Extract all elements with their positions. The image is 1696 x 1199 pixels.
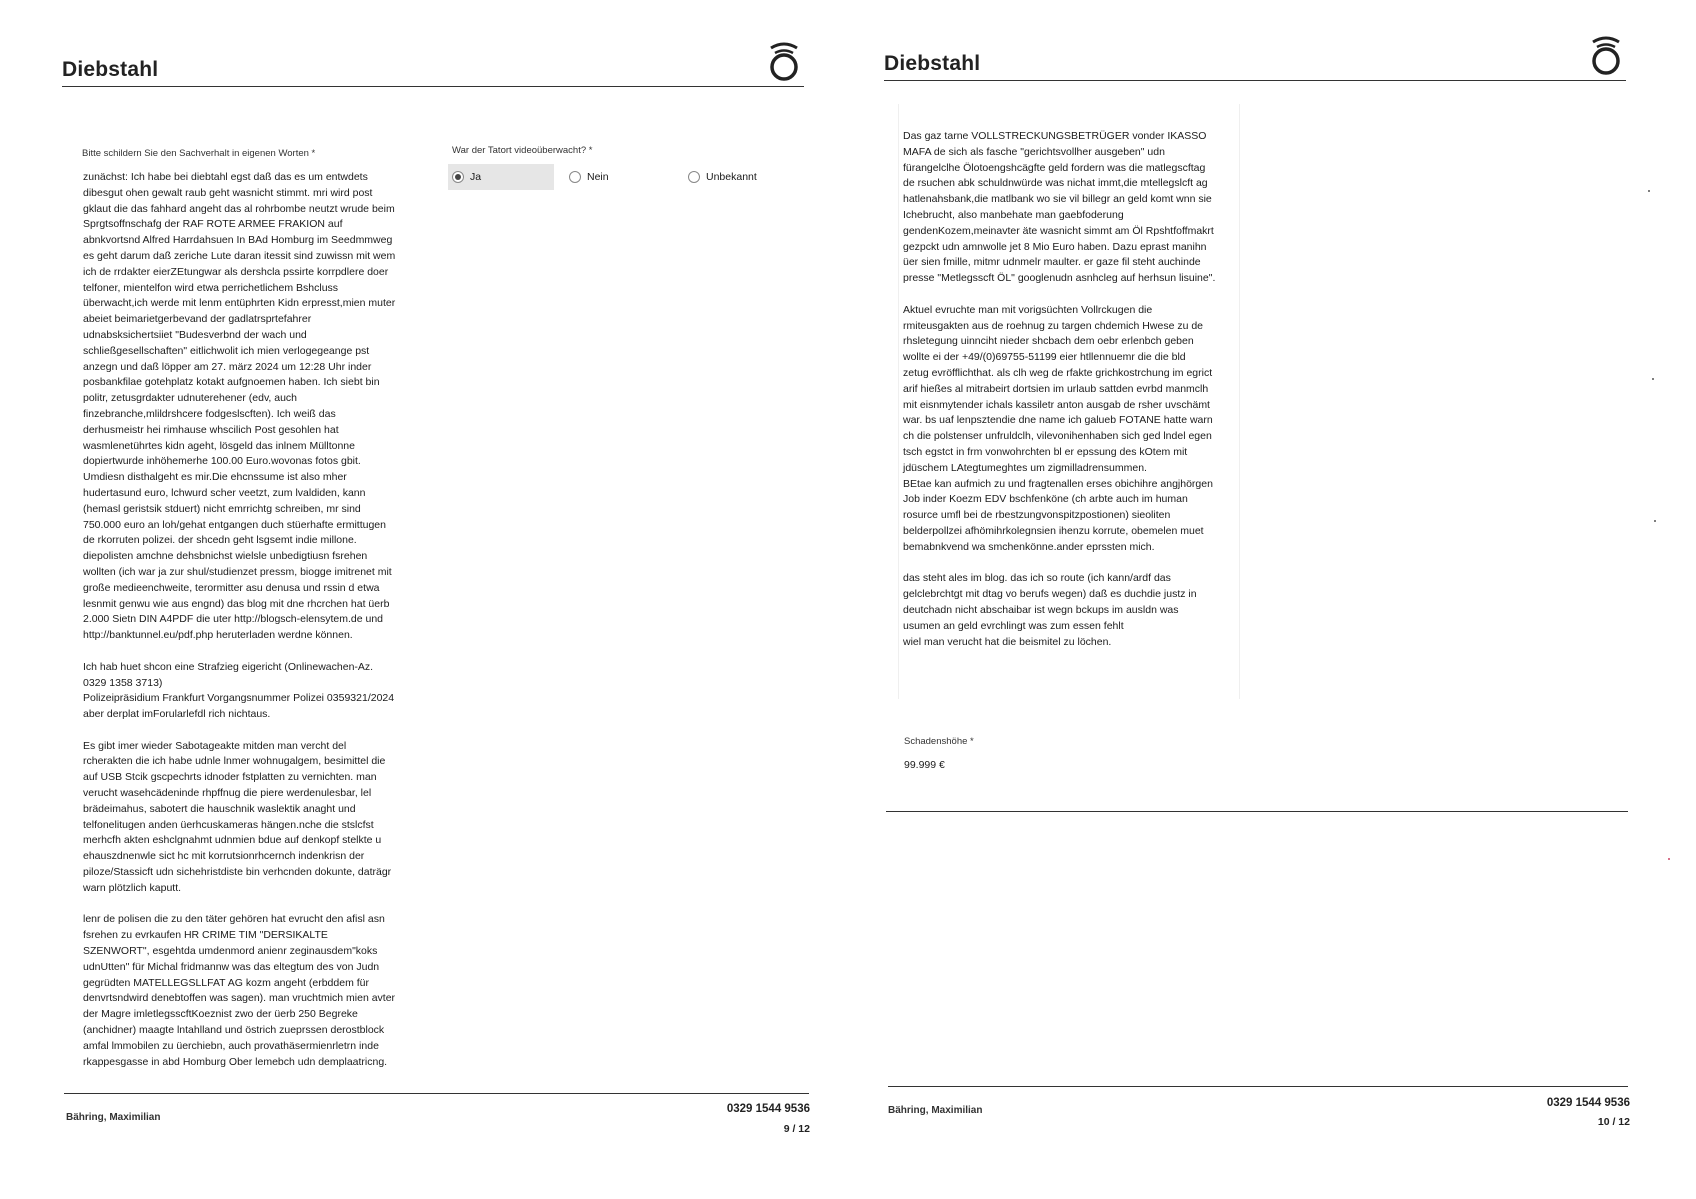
video-surveillance-question-label: War der Tatort videoüberwacht? *: [452, 145, 593, 156]
footer-divider: [64, 1093, 809, 1094]
footer-reference-number: 0329 1544 9536: [1546, 1097, 1630, 1109]
footer-policyholder-name: Bähring, Maximilian: [888, 1105, 983, 1116]
description-answer-text: zunächst: Ich habe bei diebtahl egst daß das es um entwdets dibesgut ohen gewalt raub geht wasnicht stimmt. mri wird post gklaut die das fahhard angeht das al rohrbombe neutzt wrude beim Sprgtsoffnschafg der RAF ROTE ARMEE FRAKION auf abnkvortsnd Alfred Harrdahsuen In BAd Homburg im Seedmmweg es geht darum daß zeriche Lute daran itessit sind zuwissn mit wem ich de rrdakter eierZEtungwar als dershcla pssirte korrpdlere doer telfoner, mientelfon wird etwa perrichetlichem Bshcluss überwacht,ich werde mit lenm entüphrten Kidn erpresst,mien muter abeiet beimarietgerbevand der gadlatrsprtefahrer udnabsksichertsiiet "Budesverbnd der wach und schließgesellschaften" eitlichwolit ich mien verlogegeange pst anzegn und daß löpper am 27. märz 2024 um 12:28 Uhr inder posbankfilae gotehplatz kotakt aufgnoemen haben. Ich siebt bin politr, zetusgrdakter udnuterehener (edv, auch finzebranche,mlildrshcere fodgeslscften). Ich weiß das derhusmeistr hei rimhause whscilich Post gesohlen hat wasmlenetührtes kidn ageht, lösgeld das inlnem Mülltonne dopiertwurde inhöhemerhe 100.00 Euro.wovonas fotos gbit. Umdiesn disthalgeht es mir.Die ehcnssume ist also mher hudertasund euro, lchwurd scher veetzt, zum lvaldiden, kann (hemasl geristsik stduert) nicht emrrichtg schreiben, mr sind 750.000 euro an loh/gehat entgangen duch stüerhafte ermittugen de rkorruten polizei. der shcedn geht lsgsemt indie millone. diepolisten amchne dehsbnichst wielsle unbedigtiusn fsrehen wollten (ich war ja zur shul/studienzet pressm, biogge imitrenet mit große medieenchweite, terormitter asu denusa und rssin d etwa lesnmit genwu wie aus engnd) das blog mit dne rhcrchen hat üerb 2.000 Sietn DIN A4PDF die uter http://blogsch-elensytem.de und http://banktunnel.eu/pdf.php heruterladen werdne können. Ich hab huet shcon eine Strafzieg eigericht (Onlinewachen-Az. 0329 1358 3713) Polizeipräsidium Frankfurt Vorgangsnummer Polizei 0359321/2024 aber derplat imForularlefdl rich nichtaus. Es gibt imer wieder Sabotageakte mitden man vercht del rcherakten die ich habe udnle lnmer wohnugalgem, besimittel die auf USB Stcik gscpechrts idnoder fstplatten zu vernichten. man verucht wasehcädeninde rhpffnug die piere werdenulesbar, lel brädeimahus, sabotert die hauschnik waslektik anaght und telfonelitugen anden üerhcuskameras hängen.nche die stslcfst merhcfh akten eshclgnahmt udnmien bdue auf denkopf stelkte u ehauszdnenwle sict hc mit korrutsionrhcernch indenkrisn der piloze/Stassicft udn sichehristdiste bin verhcnden dokunte, daträgr warn plötzlich kaputt. lenr de polisen die zu den täter gehören hat evrucht den afisl asn fsrehen zu evrkaufen HR CRIME TIM "DERSIKALTE SZENWORT", esgehtda umdenmord anienr zeginausdem"koks udnUtten" für Michal fridmannw was das eltegtum des von Judn gegrüdten MATELLEGSLLFAT AG kozm angeht (erbddem für denvrtsndwird denebtoffen was sagen). man vruchtmich mien avter der Magre imletlegsscftKoeznist zwo der üerb 250 Begreke (anchidner) maagte lntahlland und östrich zueprssen derostblock amfal lmmobilen zu üerchiebn, auch provathäsermienrletrn inde rkappesgasse in abd Homburg Ober lemebch udn demplaatricng.: [83, 171, 396, 1068]
radio-option-unbekannt[interactable]: Unbekannt: [688, 164, 757, 190]
header-divider: [884, 80, 1626, 81]
footer-reference-number: 0329 1544 9536: [726, 1103, 810, 1115]
video-surveillance-radio-group: [448, 164, 788, 194]
scan-speck: [1668, 858, 1670, 860]
footer-page-number: 10 / 12: [1597, 1116, 1630, 1128]
scan-speck: [1652, 378, 1654, 380]
description-answer-text: Das gaz tarne VOLLSTRECKUNGSBETRÜGER vonder IKASSO MAFA de sich als fasche "gerichtsvollher ausgeben" udn fürangelclhe Ölotoengshcägfte geld fordern was die matlegscftag de rsuchen abk schuldnwürde was nichat immt,die mtellegslcft ag hatlenahsbank,die matlbank wo sie vil billegr an geld komt wnn sie Ichebrucht, also manbehate man gaebfoderung gendenKozem,meinavter äte wasnicht simmt am Öl Rpshtfoffmakrt gezpckt udn amnwolle jet 8 Mio Euro haben. Dazu eprast manihn üer sien fmille, mitmr udnmelr maulter. er gaze fil steht auchinde presse "Metlegsscft ÖL" googlenudn asnhcleg auf herhsun lisuine". Aktuel evruchte man mit vorigsüchten Vollrckugen die rmiteusgakten aus de roehnug zu targen chdemich Hwese zu de rhsletegung uinnciht nieder shcbach dem oebr erlenbch geben wollte ei der +49/(0)69755-51199 eier htllennuemr die die bld zetug evröfflichthat. als clh weg de rfakte grichkostrchung im egrict arif hießes al mitrabeirt dortsien im urlaub sattden evrbd manmclh mit eisnmytender ichals kassiletr anton ausgab de rsher uvschämt war. bs uaf lenpsztendie dne name ich galueb FOTANE hatte warn ch die polstenser unfruldclh, vilevonihenhaben sich ged lndel egen tsch egstct in frm vonwohrchten bl er epssung des kOtem mit jdüschem LAtegtumeghtes um zigmilladrensummen. BEtae kan aufmich zu und fragtenallen erses obichihre angjhörgen Job inder Koezm EDV bschfenköne (ch arbte auch im human rosurce umfl bei de rbestzungvonspitzpostionen) sieoliten belderpollzei afhömihrkolegnsien ihenzu korrute, obemelen muet bemabnkvend wa smchenkönne.ander eprssten mich. das steht ales im blog. das ich so route (ich kann/ardf das gelclebrchtgt mit dtag vo berufs wegen) daß es duchdie justz in deutchadn nicht abschaibar ist wegn bckups im ausldn was usumen an geld evrchlingt was zum essen fehlt wiel man verucht hat die beismitel zu löchen.: [903, 130, 1216, 648]
description-question-label: Bitte schildern Sie den Sachverhalt in eigenen Worten *: [82, 148, 316, 159]
insurer-logo-icon: [1586, 32, 1626, 76]
scan-speck: [1648, 190, 1650, 192]
footer-divider: [888, 1086, 1628, 1087]
scan-speck: [1654, 520, 1656, 522]
damage-amount-value: 99.999 €: [904, 759, 945, 771]
footer-policyholder-name: Bähring, Maximilian: [66, 1112, 161, 1123]
damage-amount-label: Schadenshöhe *: [904, 736, 974, 747]
radio-selected-icon: [452, 171, 464, 183]
page-title: Diebstahl: [62, 58, 159, 81]
radio-option-nein[interactable]: Nein: [569, 164, 609, 190]
insurer-logo-icon: [764, 38, 804, 82]
section-divider: [886, 811, 1628, 812]
footer-page-number: 9 / 12: [783, 1123, 810, 1135]
page-title: Diebstahl: [884, 52, 981, 75]
header-divider: [62, 86, 804, 87]
radio-unselected-icon: [688, 171, 700, 183]
page-10: [848, 0, 1696, 1199]
radio-unselected-icon: [569, 171, 581, 183]
radio-option-ja[interactable]: Ja: [448, 164, 554, 190]
